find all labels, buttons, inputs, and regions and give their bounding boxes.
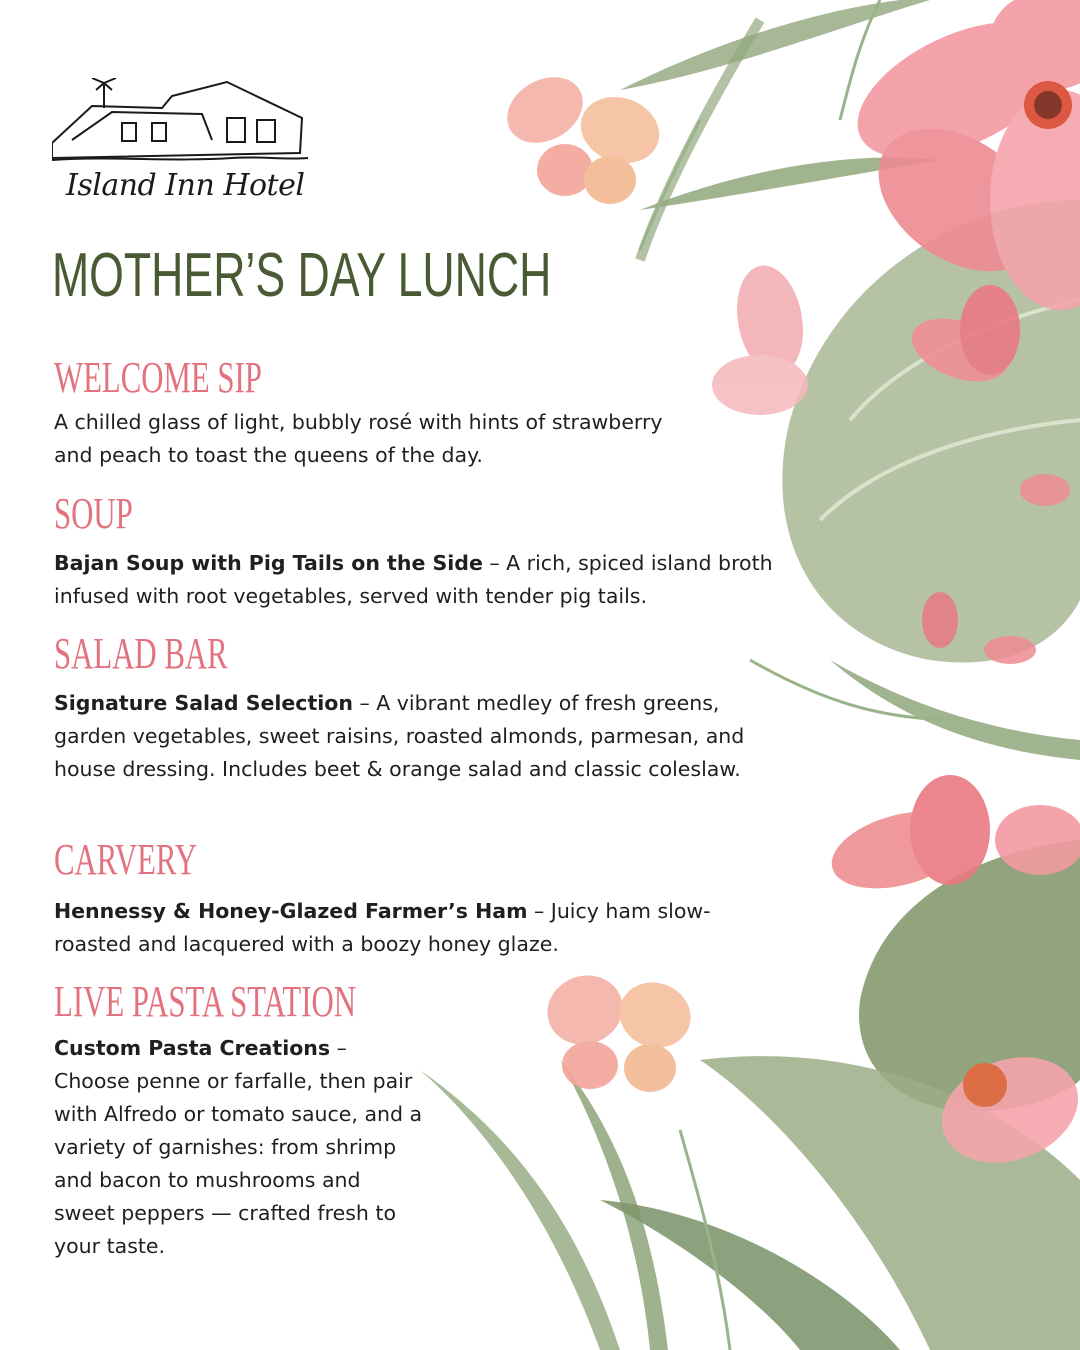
carvery-item-text: – Juicy ham slow-roasted and lacquered with a boozy honey glaze. [54, 899, 711, 956]
carvery-description [54, 895, 754, 961]
soup-item-name: Bajan Soup with Pig Tails on the Side [54, 551, 483, 575]
live-pasta-station-description [54, 1032, 424, 1263]
butterfly [538, 965, 700, 1092]
soup-description [54, 547, 774, 613]
soup-item-text: – A rich, spiced island broth infused with root vegetables, served with tender pig tails. [54, 551, 773, 608]
welcome-sip-heading: WELCOME SIP [54, 353, 262, 402]
live-pasta-station-heading: LIVE PASTA STATION [54, 977, 356, 1026]
salad-item-text: – A vibrant medley of fresh greens, garden vegetables, sweet raisins, roasted almonds, parmesan, and house dressing. Includes beet & orange salad and classic coleslaw. [54, 691, 745, 781]
carvery-heading: CARVERY [54, 835, 198, 884]
pasta-item-text: – Choose penne or farfalle, then pair with Alfredo or tomato sauce, and a variety of garnishes: from shrimp and bacon to mushrooms and sweet peppers — crafted fresh to your taste. [54, 1036, 423, 1258]
salad-bar-description [54, 687, 764, 786]
butterfly [712, 260, 811, 415]
hotel-building-sketch [52, 78, 308, 168]
salad-bar-heading: SALAD BAR [54, 629, 228, 678]
hibiscus-flower-top [837, 0, 1080, 310]
hotel-logo [52, 78, 308, 208]
hotel-name: Island Inn Hotel [66, 168, 305, 203]
welcome-sip-description: A chilled glass of light, bubbly rosé with hints of strawberry and peach to toast the queens of the day. [54, 410, 663, 467]
salad-item-name: Signature Salad Selection [54, 691, 353, 715]
page-title: MOTHER’S DAY LUNCH [52, 241, 552, 310]
carvery-item-name: Hennessy & Honey-Glazed Farmer’s Ham [54, 899, 528, 923]
pasta-item-name: Custom Pasta Creations [54, 1036, 331, 1060]
soup-heading: SOUP [54, 489, 133, 538]
